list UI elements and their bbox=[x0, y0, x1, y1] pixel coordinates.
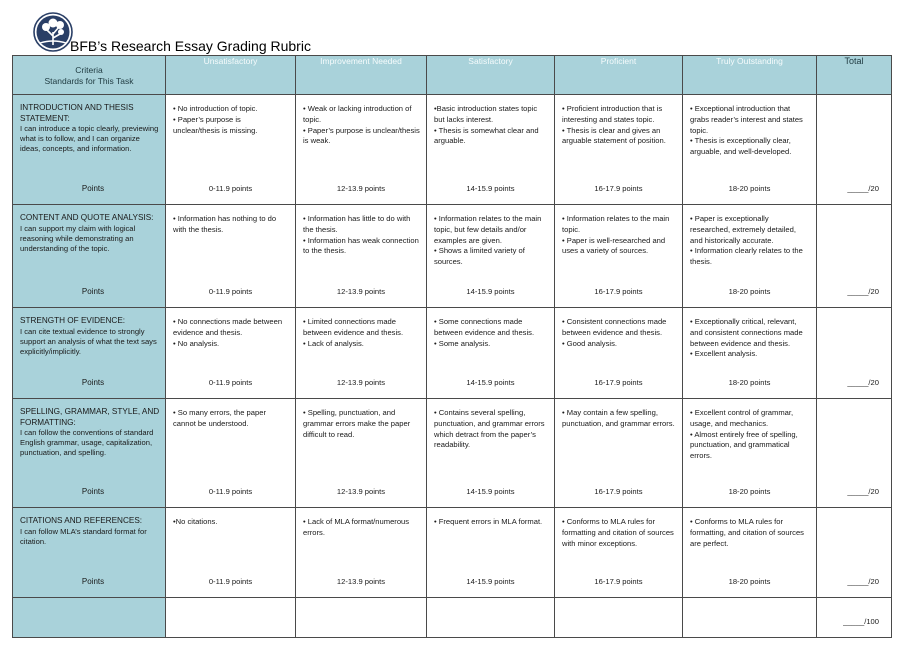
descriptor-bullet: • Shows a limited variety of sources. bbox=[434, 246, 525, 267]
descriptor-bullet: • Some connections made between evidence and thesis. bbox=[434, 317, 535, 337]
descriptor-bullet: • Thesis is somewhat clear and arguable. bbox=[434, 125, 539, 146]
descriptor-bullet: •Basic introduction states topic but lacks interest. bbox=[434, 104, 538, 124]
criteria-header bbox=[13, 56, 166, 95]
score-blank[interactable]: _____/20 bbox=[847, 378, 879, 387]
points-range: 12-13.9 points bbox=[336, 487, 386, 496]
criterion-row bbox=[13, 308, 892, 399]
points-range: 0-11.9 points bbox=[208, 487, 253, 496]
descriptor-bullet: • Spelling, punctuation, and grammar errors make the paper difficult to read. bbox=[303, 408, 411, 439]
descriptor-text bbox=[690, 214, 810, 268]
level-header-unsatisfactory: Unsatisfactory bbox=[166, 56, 296, 95]
descriptor-text bbox=[173, 214, 289, 236]
descriptor-text bbox=[562, 317, 676, 349]
descriptor-text bbox=[303, 408, 420, 440]
descriptor-cell bbox=[555, 508, 683, 598]
descriptor-bullet: • Exceptionally critical, relevant, and consistent connections made between evidence and thesis. bbox=[690, 317, 803, 348]
descriptor-cell bbox=[427, 205, 555, 308]
descriptor-text bbox=[173, 104, 289, 136]
score-cell[interactable] bbox=[817, 308, 892, 399]
total-header: Total bbox=[817, 56, 892, 95]
descriptor-bullet: • Information has little to do with the thesis. bbox=[303, 214, 411, 234]
descriptor-cell bbox=[166, 308, 296, 399]
descriptor-bullet: • Excellent analysis. bbox=[690, 349, 758, 359]
score-blank[interactable]: _____/20 bbox=[847, 577, 879, 586]
descriptor-cell bbox=[683, 308, 817, 399]
descriptor-text bbox=[690, 317, 810, 360]
grand-total-cell[interactable] bbox=[817, 598, 892, 638]
score-blank[interactable]: _____/20 bbox=[847, 184, 879, 193]
score-cell[interactable] bbox=[817, 95, 892, 205]
level-header-improvement-needed: Improvement Needed bbox=[296, 56, 427, 95]
descriptor-bullet: • Proficient introduction that is interesting and states topic. bbox=[562, 104, 663, 124]
descriptor-text bbox=[303, 517, 420, 539]
descriptor-cell bbox=[555, 95, 683, 205]
points-range: 12-13.9 points bbox=[336, 577, 386, 586]
empty-cell bbox=[296, 598, 427, 638]
descriptor-bullet: • Thesis is exceptionally clear, arguable, and well-developed. bbox=[690, 136, 792, 157]
descriptor-text bbox=[303, 214, 420, 257]
criterion-row bbox=[13, 399, 892, 508]
descriptor-bullet: • Information relates to the main topic, but few details and/or examples are given. bbox=[434, 214, 542, 245]
criteria-header-sublabel: Standards for This Task bbox=[44, 76, 134, 86]
empty-cell bbox=[555, 598, 683, 638]
descriptor-bullet: • Information relates to the main topic. bbox=[562, 214, 670, 234]
points-range: 0-11.9 points bbox=[208, 577, 253, 586]
tree-logo-icon bbox=[33, 12, 73, 52]
level-header-truly-outstanding: Truly Outstanding bbox=[683, 56, 817, 95]
descriptor-bullet: • Weak or lacking introduction of topic. bbox=[303, 104, 412, 124]
criterion-row bbox=[13, 95, 892, 205]
points-range: 14-15.9 points bbox=[466, 287, 515, 296]
descriptor-bullet: • Excellent control of grammar, usage, and mechanics. bbox=[690, 408, 794, 428]
header-row bbox=[13, 56, 892, 95]
descriptor-bullet: • Paper’s purpose is unclear/thesis is missing. bbox=[173, 114, 258, 135]
criterion-description: I can follow MLA’s standard format for citation. bbox=[20, 526, 147, 546]
descriptor-cell bbox=[296, 205, 427, 308]
descriptor-bullet: • So many errors, the paper cannot be understood. bbox=[173, 408, 266, 428]
points-range: 16-17.9 points bbox=[594, 577, 643, 586]
descriptor-text bbox=[303, 104, 420, 147]
descriptor-cell bbox=[427, 308, 555, 399]
descriptor-bullet: • Information has weak connection to the thesis. bbox=[303, 235, 419, 256]
descriptor-cell bbox=[296, 95, 427, 205]
points-range: 0-11.9 points bbox=[208, 184, 253, 193]
descriptor-cell bbox=[555, 308, 683, 399]
points-range: 0-11.9 points bbox=[208, 378, 253, 387]
criterion-name: CITATIONS AND REFERENCES: I can follow MLA’s standard format for citation. bbox=[20, 516, 161, 547]
descriptor-text bbox=[562, 408, 676, 430]
criterion-cell bbox=[13, 399, 166, 508]
descriptor-bullet: • Almost entirely free of spelling, punctuation, and grammatical errors. bbox=[690, 429, 798, 461]
empty-cell bbox=[427, 598, 555, 638]
descriptor-text bbox=[562, 517, 676, 549]
level-header-proficient: Proficient bbox=[555, 56, 683, 95]
descriptor-cell bbox=[166, 508, 296, 598]
rubric-table bbox=[12, 55, 892, 638]
descriptor-text bbox=[303, 317, 420, 349]
descriptor-cell bbox=[296, 308, 427, 399]
descriptor-cell bbox=[166, 205, 296, 308]
criterion-description: I can cite textual evidence to strongly support an analysis of what the text says explicitly/implicitly. bbox=[20, 326, 157, 356]
grand-total-row bbox=[13, 598, 892, 638]
descriptor-text bbox=[173, 517, 289, 528]
points-range: 18-20 points bbox=[728, 378, 771, 387]
criterion-name: INTRODUCTION AND THESIS STATEMENT: I can introduce a topic clearly, previewing what is to follow, and I can organize ideas, concepts, and information. bbox=[20, 103, 161, 154]
points-label: Points bbox=[81, 577, 105, 586]
descriptor-text bbox=[173, 317, 289, 349]
descriptor-bullet: • Consistent connections made between evidence and thesis. bbox=[562, 317, 667, 337]
score-blank[interactable]: _____/20 bbox=[847, 287, 879, 296]
descriptor-cell bbox=[166, 399, 296, 508]
points-range: 16-17.9 points bbox=[594, 487, 643, 496]
criterion-description: I can follow the conventions of standard English grammar, usage, capitalization, punctuation, and spelling. bbox=[20, 428, 154, 457]
points-range: 18-20 points bbox=[728, 184, 771, 193]
descriptor-bullet: • Paper is exceptionally researched, extremely detailed, and historically accurate. bbox=[690, 214, 796, 245]
descriptor-bullet: • Some analysis. bbox=[434, 338, 491, 348]
descriptor-bullet: • No analysis. bbox=[173, 338, 220, 348]
score-cell[interactable] bbox=[817, 205, 892, 308]
descriptor-cell bbox=[555, 205, 683, 308]
descriptor-text bbox=[434, 104, 548, 147]
descriptor-cell bbox=[296, 399, 427, 508]
points-range: 18-20 points bbox=[728, 287, 771, 296]
descriptor-cell bbox=[683, 399, 817, 508]
descriptor-text bbox=[690, 517, 810, 549]
points-range: 14-15.9 points bbox=[466, 184, 515, 193]
descriptor-cell bbox=[683, 95, 817, 205]
criterion-description: I can support my claim with logical reasoning while demonstrating an understanding of the topic. bbox=[20, 223, 136, 253]
descriptor-cell bbox=[427, 399, 555, 508]
criterion-name: SPELLING, GRAMMAR, STYLE, AND FORMATTING: I can follow the conventions of standard English grammar, usage, capitalization, punctuation, and spelling. bbox=[20, 407, 160, 457]
descriptor-text bbox=[434, 517, 548, 528]
descriptor-bullet: • Limited connections made between evidence and thesis. bbox=[303, 317, 404, 337]
criterion-row bbox=[13, 205, 892, 308]
descriptor-bullet: • Lack of MLA format/numerous errors. bbox=[303, 517, 410, 537]
criterion-cell bbox=[13, 95, 166, 205]
descriptor-cell bbox=[296, 508, 427, 598]
descriptor-text bbox=[690, 104, 810, 158]
descriptor-bullet: • Conforms to MLA rules for formatting, and citation of sources are perfect. bbox=[690, 517, 804, 548]
descriptor-text bbox=[562, 104, 676, 147]
descriptor-bullet: • Thesis is clear and gives an arguable statement of position. bbox=[562, 125, 666, 146]
criterion-cell-empty bbox=[13, 598, 166, 638]
descriptor-bullet: • Good analysis. bbox=[562, 338, 617, 348]
criterion-cell bbox=[13, 508, 166, 598]
descriptor-bullet: • Exceptional introduction that grabs reader’s interest and states topic. bbox=[690, 104, 803, 135]
points-range: 16-17.9 points bbox=[594, 287, 643, 296]
score-cell[interactable] bbox=[817, 508, 892, 598]
document-title: BFB’s Research Essay Grading Rubric bbox=[70, 38, 311, 54]
points-range: 14-15.9 points bbox=[466, 487, 515, 496]
points-range: 18-20 points bbox=[728, 487, 771, 496]
descriptor-cell bbox=[555, 399, 683, 508]
descriptor-text bbox=[562, 214, 676, 257]
points-range: 16-17.9 points bbox=[594, 378, 643, 387]
criteria-header-label: Criteria bbox=[75, 65, 103, 75]
criterion-row bbox=[13, 508, 892, 598]
descriptor-text bbox=[173, 408, 289, 430]
descriptor-bullet: • Information has nothing to do with the thesis. bbox=[173, 214, 277, 234]
points-range: 14-15.9 points bbox=[466, 378, 515, 387]
points-range: 18-20 points bbox=[728, 577, 771, 586]
score-cell[interactable] bbox=[817, 399, 892, 508]
points-range: 12-13.9 points bbox=[336, 184, 386, 193]
descriptor-cell bbox=[427, 508, 555, 598]
criterion-cell bbox=[13, 308, 166, 399]
descriptor-bullet: • Information clearly relates to the thesis. bbox=[690, 246, 803, 267]
descriptor-text bbox=[690, 408, 810, 462]
descriptor-cell bbox=[683, 508, 817, 598]
points-label: Points bbox=[81, 378, 105, 387]
points-label: Points bbox=[81, 184, 105, 193]
descriptor-cell bbox=[427, 95, 555, 205]
descriptor-bullet: • Paper’s purpose is unclear/thesis is weak. bbox=[303, 125, 420, 146]
points-label: Points bbox=[81, 287, 105, 296]
descriptor-bullet: • Lack of analysis. bbox=[303, 338, 364, 348]
criterion-name: STRENGTH OF EVIDENCE: I can cite textual evidence to strongly support an analysis of what the text says explicitly/implicitly. bbox=[20, 316, 161, 357]
criterion-name: CONTENT AND QUOTE ANALYSIS: I can support my claim with logical reasoning while demonstrating an understanding of the topic. bbox=[20, 213, 161, 254]
descriptor-bullet: • Contains several spelling, punctuation, and grammar errors which detract from the paper’s readability. bbox=[434, 408, 545, 450]
points-range: 0-11.9 points bbox=[208, 287, 253, 296]
descriptor-text bbox=[434, 317, 548, 349]
points-range: 12-13.9 points bbox=[336, 287, 386, 296]
descriptor-bullet: • Conforms to MLA rules for formatting and citation of sources with minor exceptions. bbox=[562, 517, 674, 548]
empty-cell bbox=[683, 598, 817, 638]
descriptor-text bbox=[434, 214, 548, 268]
points-label: Points bbox=[81, 487, 105, 496]
descriptor-bullet: • No introduction of topic. bbox=[173, 104, 258, 113]
points-range: 16-17.9 points bbox=[594, 184, 643, 193]
criterion-cell bbox=[13, 205, 166, 308]
descriptor-bullet: • No connections made between evidence and thesis. bbox=[173, 317, 283, 337]
descriptor-bullet: • Paper is well-researched and uses a variety of sources. bbox=[562, 235, 666, 256]
descriptor-bullet: • May contain a few spelling, punctuation, and grammar errors. bbox=[562, 408, 675, 428]
score-blank[interactable]: _____/20 bbox=[847, 487, 879, 496]
points-range: 12-13.9 points bbox=[336, 378, 386, 387]
descriptor-cell bbox=[166, 95, 296, 205]
grand-total-blank[interactable]: _____/100 bbox=[843, 617, 879, 626]
descriptor-text bbox=[434, 408, 548, 451]
descriptor-cell bbox=[683, 205, 817, 308]
criterion-description: I can introduce a topic clearly, previewing what is to follow, and I can organize ideas, concepts, and information. bbox=[20, 124, 159, 153]
points-range: 14-15.9 points bbox=[466, 577, 515, 586]
descriptor-bullet: • Frequent errors in MLA format. bbox=[434, 517, 543, 526]
level-header-satisfactory: Satisfactory bbox=[427, 56, 555, 95]
empty-cell bbox=[166, 598, 296, 638]
descriptor-bullet: •No citations. bbox=[173, 517, 218, 526]
